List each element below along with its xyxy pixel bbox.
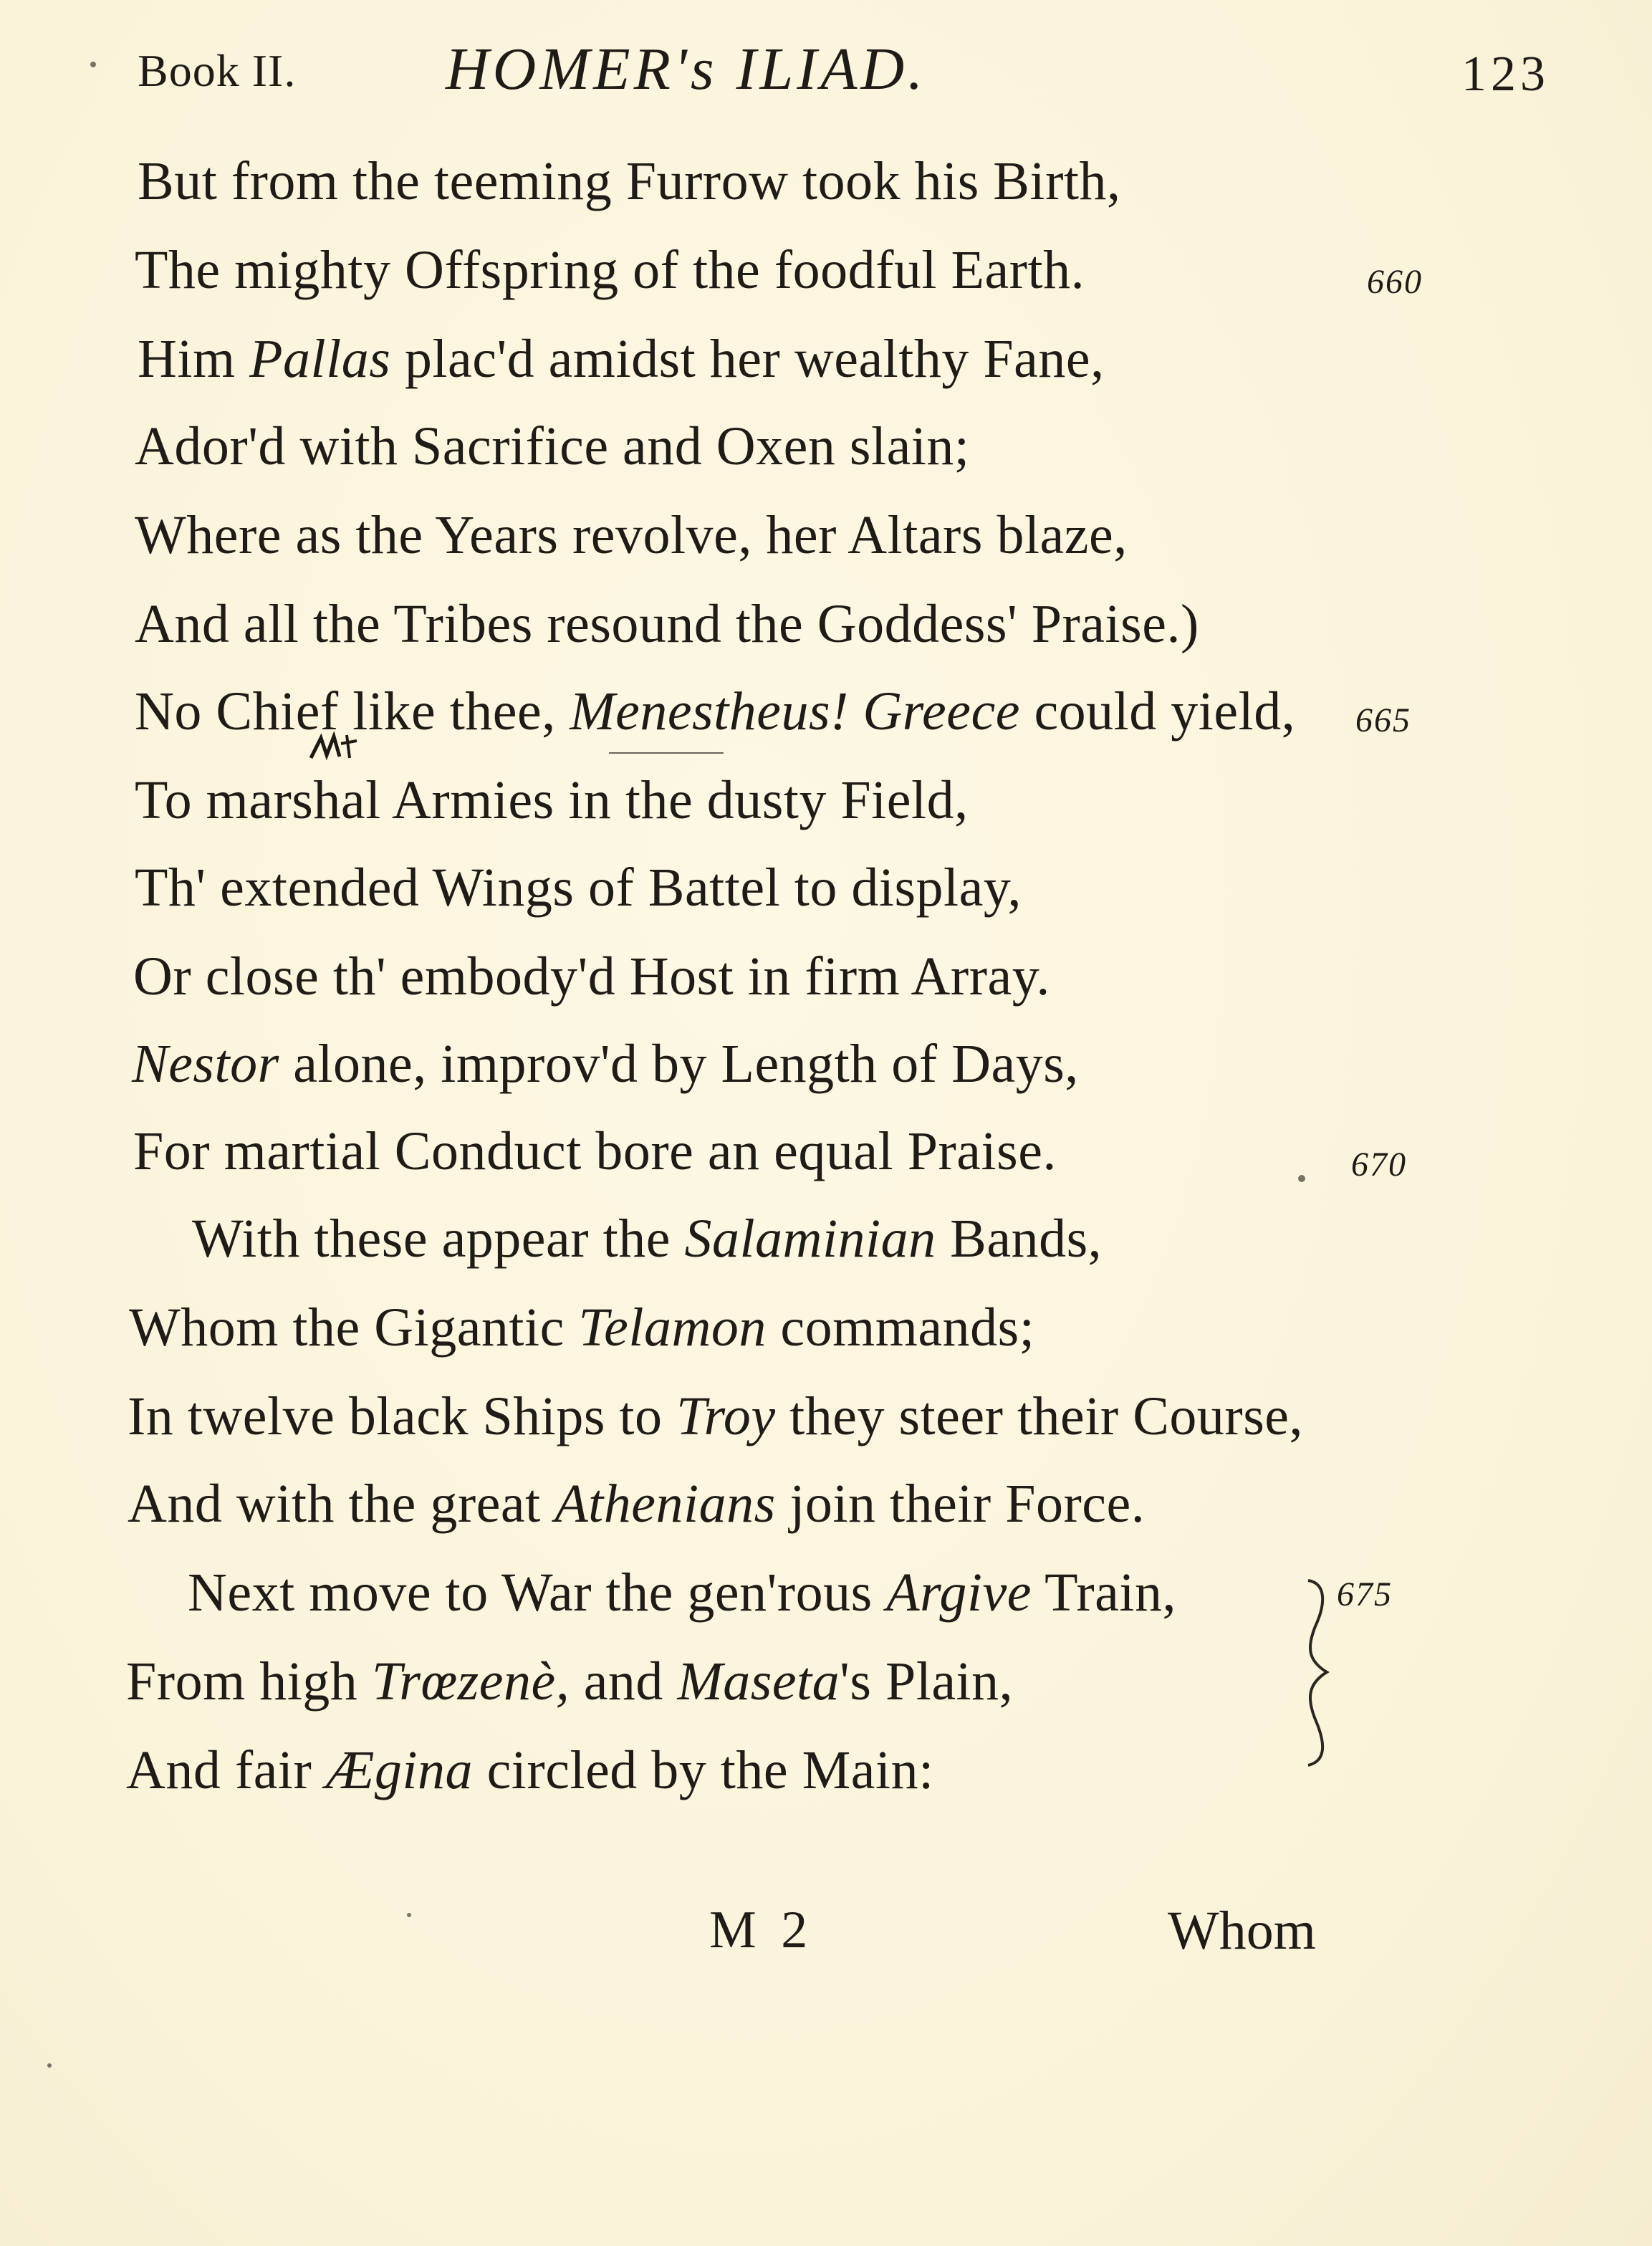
verse-text: And with the great bbox=[128, 1474, 555, 1534]
italic-text: Nestor bbox=[132, 1034, 279, 1094]
verse-text: Him bbox=[138, 329, 250, 389]
verse-line bbox=[128, 1473, 1145, 1535]
running-header bbox=[0, 29, 1652, 107]
verse-text: circled by the Main: bbox=[473, 1740, 934, 1800]
verse-line bbox=[135, 769, 969, 832]
verse-line bbox=[128, 1386, 1303, 1448]
verse-line bbox=[192, 1208, 1102, 1270]
line-number: 675 bbox=[1337, 1575, 1393, 1613]
verse-line bbox=[138, 150, 1121, 213]
triplet-brace-icon bbox=[1298, 1576, 1341, 1770]
verse-text: Bands, bbox=[936, 1209, 1103, 1269]
catchword: Whom bbox=[1168, 1901, 1316, 1961]
verse-text: No Chief like thee, bbox=[135, 681, 570, 742]
verse-text: From high bbox=[126, 1651, 372, 1712]
ink-underline bbox=[609, 752, 724, 754]
italic-text: Trœzenè, bbox=[371, 1651, 570, 1712]
line-number: 670 bbox=[1351, 1146, 1407, 1184]
verse-line bbox=[135, 593, 1199, 656]
italic-text: Argive bbox=[886, 1563, 1032, 1623]
italic-text: Telamon bbox=[578, 1297, 767, 1358]
verse-line bbox=[126, 1651, 1013, 1713]
verse-text: they steer their Course, bbox=[775, 1386, 1304, 1446]
running-title: HOMER's ILIAD. bbox=[446, 36, 927, 102]
italic-text: Salaminian bbox=[684, 1209, 936, 1269]
italic-text: Maseta bbox=[677, 1651, 840, 1712]
verse-text: And fair bbox=[126, 1740, 326, 1800]
italic-text: Ægina bbox=[325, 1740, 474, 1800]
verse-text: To marshal Armies in the dusty Field, bbox=[135, 770, 969, 830]
italic-text: Pallas bbox=[249, 329, 391, 389]
verse-text: Train, bbox=[1031, 1563, 1176, 1623]
handwritten-correction bbox=[305, 729, 362, 772]
verse-line bbox=[129, 1297, 1034, 1359]
verse-line bbox=[135, 239, 1085, 302]
verse-text: alone, improv'd by Length of Days, bbox=[279, 1034, 1079, 1094]
verse-text bbox=[849, 681, 863, 742]
verse-line bbox=[133, 946, 1050, 1008]
italic-text: Greece bbox=[863, 681, 1020, 742]
book-label: Book II. bbox=[138, 45, 297, 96]
verse-text: With these appear the bbox=[192, 1209, 685, 1269]
verse-text: Ador'd with Sacrifice and Oxen slain; bbox=[135, 416, 970, 476]
verse-text: 's Plain, bbox=[840, 1651, 1014, 1712]
line-number: 665 bbox=[1355, 701, 1411, 739]
verse-text: Or close th' embody'd Host in firm Array. bbox=[133, 946, 1050, 1007]
paper-speck bbox=[47, 2063, 52, 2068]
verse-line bbox=[133, 1120, 1057, 1183]
verse-text: For martial Conduct bore an equal Praise. bbox=[133, 1121, 1057, 1181]
verse-text: commands; bbox=[766, 1297, 1035, 1358]
paper-speck bbox=[90, 62, 96, 67]
verse-text: plac'd amidst her wealthy Fane, bbox=[390, 329, 1105, 389]
verse-text: could yield, bbox=[1019, 681, 1296, 742]
italic-text: Menestheus! bbox=[570, 681, 849, 742]
signature-mark: M 2 bbox=[709, 1901, 814, 1959]
verse-text: The mighty Offspring of the foodful Earth. bbox=[135, 240, 1085, 300]
page-number: 123 bbox=[1461, 47, 1550, 102]
verse-line bbox=[188, 1562, 1176, 1624]
verse-line bbox=[135, 504, 1128, 567]
verse-text: In twelve black Ships to bbox=[128, 1386, 677, 1446]
verse-text: join their Force. bbox=[775, 1474, 1146, 1534]
verse-text: And all the Tribes resound the Goddess' Praise.) bbox=[135, 594, 1199, 654]
italic-text: Troy bbox=[676, 1386, 776, 1446]
line-number: 660 bbox=[1367, 263, 1423, 301]
verse-text: Next move to War the gen'rous bbox=[188, 1563, 887, 1623]
verse-line bbox=[138, 328, 1105, 390]
verse-text: Where as the Years revolve, her Altars blaze, bbox=[135, 505, 1128, 565]
verse-line bbox=[126, 1739, 934, 1802]
paper-speck bbox=[1298, 1175, 1305, 1182]
verse-line bbox=[132, 1033, 1079, 1095]
verse-text: Whom the Gigantic bbox=[129, 1297, 579, 1358]
paper-speck bbox=[407, 1913, 411, 1917]
italic-text: Athenians bbox=[554, 1474, 776, 1534]
verse-line bbox=[135, 857, 1022, 919]
verse-line bbox=[135, 416, 970, 478]
verse-text: and bbox=[570, 1651, 678, 1712]
verse-text: Th' extended Wings of Battel to display, bbox=[135, 858, 1022, 918]
verse-text: But from the teeming Furrow took his Birth, bbox=[138, 151, 1121, 211]
